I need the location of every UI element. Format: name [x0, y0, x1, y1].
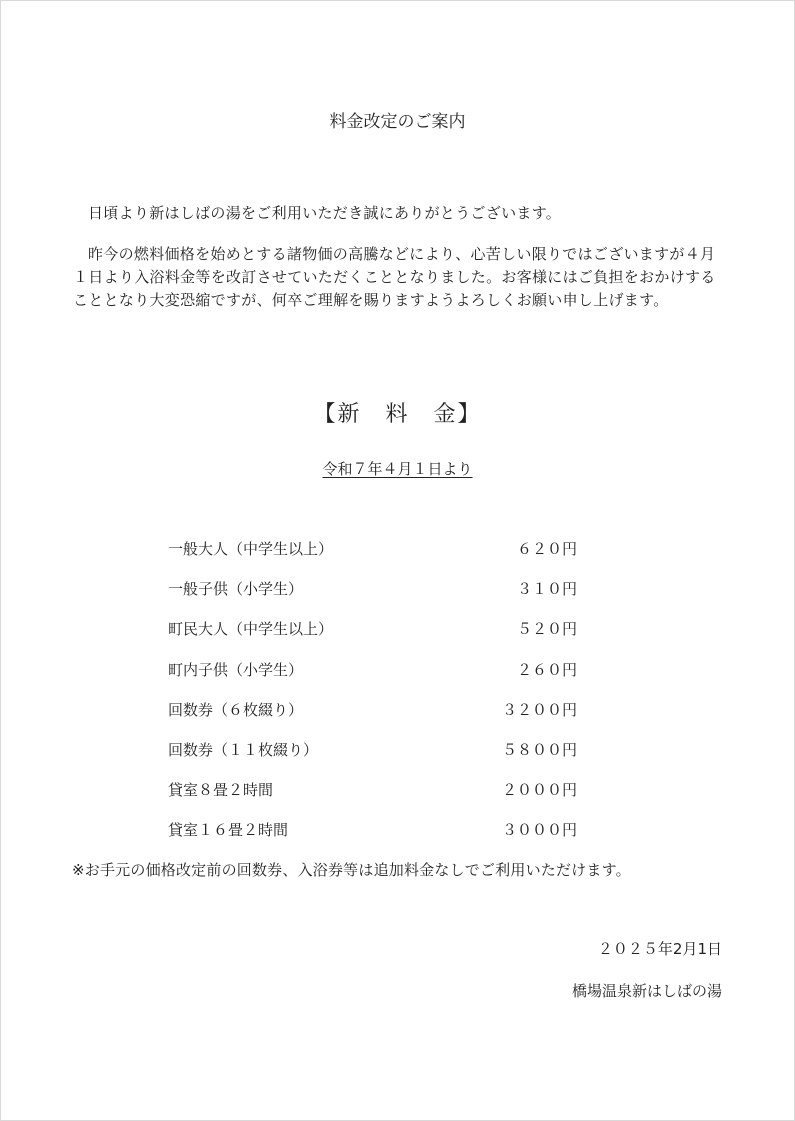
price-label: 町民大人（中学生以上） — [168, 620, 334, 639]
greeting-paragraph: 日頃より新はしばの湯をご利用いただき誠にありがとうございます。 — [88, 204, 562, 222]
price-row — [168, 659, 577, 699]
new-prices-heading: 【新 料 金】 — [313, 402, 482, 427]
price-label: 貸室８畳２時間 — [168, 781, 274, 800]
price-value: ６２０円 — [516, 540, 577, 558]
issuer-name: 橋場温泉新はしばの湯 — [571, 982, 722, 1000]
price-label: 貸室１６畳２時間 — [168, 821, 289, 840]
price-label: 一般大人（中学生以上） — [168, 540, 334, 558]
price-value: ２０００円 — [501, 781, 577, 800]
document-title: 料金改定のご案内 — [329, 112, 466, 132]
price-label: 回数券（１１枚綴り） — [168, 740, 319, 759]
price-row — [168, 779, 577, 819]
price-label: 町内子供（小学生） — [168, 660, 304, 679]
price-value: ５８００円 — [501, 740, 577, 759]
price-row — [168, 578, 577, 618]
issue-date: ２０２５年2月1日 — [597, 940, 722, 958]
price-value: ５２０円 — [516, 620, 577, 639]
price-value: ３０００円 — [501, 821, 577, 840]
price-row — [168, 538, 577, 578]
coupon-note: ※お手元の価格改定前の回数券、入浴券等は追加料金なしでご利用いただけます。 — [72, 861, 631, 879]
price-row — [168, 739, 577, 779]
effective-date-line — [0, 459, 795, 479]
price-value: ３２００円 — [501, 700, 577, 719]
price-label: 回数券（６枚綴り） — [168, 700, 304, 719]
announcement-paragraph: 昨今の燃料価格を始めとする諸物価の高騰などにより、心苦しい限りではございますが４月１日より入浴料金等を改訂させていただくこととなりました。お客様にはご負担をおかけすることとなり大変恐縮ですが、何卒ご理解を賜りますようよろしくお願い申し上げます。 — [73, 245, 716, 309]
effective-date: 令和７年４月１日より — [322, 460, 473, 478]
price-value: ２６０円 — [516, 660, 577, 679]
price-value: ３１０円 — [516, 580, 577, 599]
price-row — [168, 618, 577, 658]
price-row — [168, 699, 577, 739]
price-row — [168, 819, 577, 859]
price-label: 一般子供（小学生） — [168, 580, 304, 599]
price-list — [168, 538, 577, 860]
